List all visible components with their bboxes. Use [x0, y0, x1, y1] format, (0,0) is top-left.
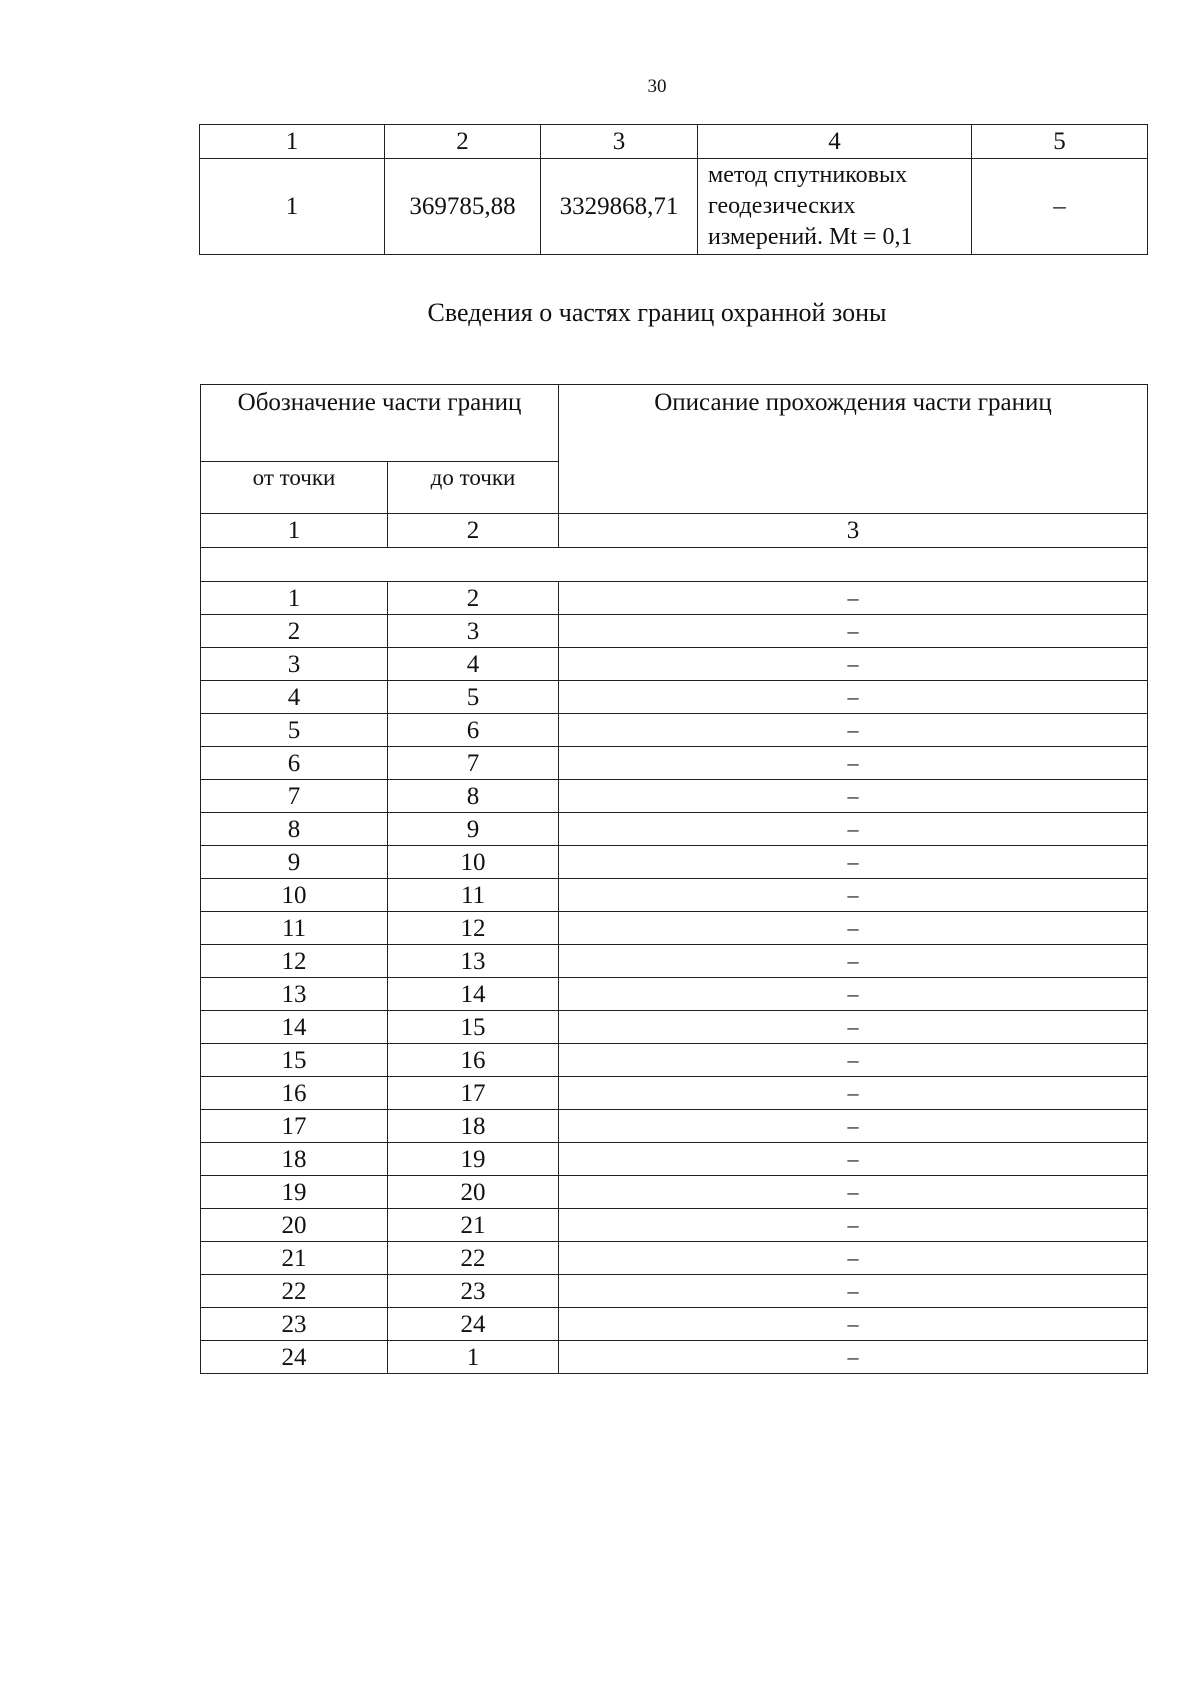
method-line: метод спутниковых	[708, 162, 908, 188]
section-title: Сведения о частях границ охранной зоны	[427, 298, 887, 327]
page-number: 30	[647, 76, 667, 97]
description-cell: –	[559, 1110, 1148, 1143]
to-point-cell: 5	[388, 681, 559, 714]
column-number-cell: 1	[201, 514, 388, 548]
table-row	[201, 1044, 1148, 1077]
description-cell: –	[559, 1209, 1148, 1242]
column-number-cell: 2	[385, 125, 541, 159]
from-point-cell: 4	[201, 681, 388, 714]
to-point-cell: 23	[388, 1275, 559, 1308]
from-point-cell: 18	[201, 1143, 388, 1176]
boundary-parts-table	[200, 384, 1148, 1374]
table-row	[201, 780, 1148, 813]
from-point-cell: 24	[201, 1341, 388, 1374]
from-point-cell: 20	[201, 1209, 388, 1242]
table-row	[201, 813, 1148, 846]
description-cell: –	[559, 1011, 1148, 1044]
table-row	[201, 1143, 1148, 1176]
from-point-cell: 21	[201, 1242, 388, 1275]
description-cell: –	[559, 615, 1148, 648]
table-row	[201, 747, 1148, 780]
method-line: измерений. Mt = 0,1	[708, 224, 913, 250]
description-cell: –	[559, 648, 1148, 681]
description-cell: –	[559, 1176, 1148, 1209]
from-point-cell: 8	[201, 813, 388, 846]
table-row	[201, 1308, 1148, 1341]
parts-column-numbers-row	[201, 514, 1148, 548]
parts-empty-row	[201, 548, 1148, 582]
description-cell: –	[559, 681, 1148, 714]
table-row	[201, 681, 1148, 714]
table-row	[201, 1209, 1148, 1242]
table-row	[201, 582, 1148, 615]
description-cell: –	[559, 1275, 1148, 1308]
y-coordinate-cell: 3329868,71	[541, 159, 698, 255]
from-point-cell: 14	[201, 1011, 388, 1044]
table-row	[201, 879, 1148, 912]
from-point-cell: 5	[201, 714, 388, 747]
table-row	[201, 978, 1148, 1011]
empty-cell	[201, 548, 1148, 582]
header-description: Описание прохождения части границ	[559, 385, 1148, 514]
from-point-cell: 11	[201, 912, 388, 945]
to-point-cell: 16	[388, 1044, 559, 1077]
to-point-cell: 22	[388, 1242, 559, 1275]
to-point-cell: 15	[388, 1011, 559, 1044]
from-point-cell: 12	[201, 945, 388, 978]
table-row	[201, 648, 1148, 681]
description-cell: –	[559, 1308, 1148, 1341]
from-point-cell: 3	[201, 648, 388, 681]
to-point-cell: 8	[388, 780, 559, 813]
from-point-cell: 13	[201, 978, 388, 1011]
from-point-cell: 17	[201, 1110, 388, 1143]
description-cell: –	[559, 879, 1148, 912]
table-row	[201, 846, 1148, 879]
to-point-cell: 4	[388, 648, 559, 681]
to-point-cell: 12	[388, 912, 559, 945]
from-point-cell: 9	[201, 846, 388, 879]
to-point-cell: 3	[388, 615, 559, 648]
from-point-cell: 10	[201, 879, 388, 912]
to-point-cell: 6	[388, 714, 559, 747]
from-point-cell: 2	[201, 615, 388, 648]
table-row	[201, 1077, 1148, 1110]
table-row	[201, 1011, 1148, 1044]
header-to-point: до точки	[388, 462, 559, 514]
description-cell: –	[559, 780, 1148, 813]
description-cell: –	[559, 945, 1148, 978]
column-number-cell: 4	[698, 125, 972, 159]
description-cell: –	[559, 747, 1148, 780]
description-cell: –	[559, 1341, 1148, 1374]
from-point-cell: 16	[201, 1077, 388, 1110]
to-point-cell: 24	[388, 1308, 559, 1341]
table-row	[201, 1275, 1148, 1308]
description-cell: –	[559, 978, 1148, 1011]
description-cell: –	[559, 912, 1148, 945]
to-point-cell: 20	[388, 1176, 559, 1209]
from-point-cell: 23	[201, 1308, 388, 1341]
to-point-cell: 18	[388, 1110, 559, 1143]
description-cell: –	[559, 714, 1148, 747]
header-from-point: от точки	[201, 462, 388, 514]
table-row	[201, 615, 1148, 648]
table-row	[201, 1341, 1148, 1374]
from-point-cell: 7	[201, 780, 388, 813]
description-cell: –	[559, 1044, 1148, 1077]
to-point-cell: 1	[388, 1341, 559, 1374]
description-cell: –	[559, 846, 1148, 879]
to-point-cell: 7	[388, 747, 559, 780]
table-row	[201, 945, 1148, 978]
description-cell: –	[559, 1242, 1148, 1275]
table-row	[201, 714, 1148, 747]
method-line: геодезических	[708, 193, 856, 219]
point-number-cell: 1	[200, 159, 385, 255]
to-point-cell: 9	[388, 813, 559, 846]
to-point-cell: 13	[388, 945, 559, 978]
parts-header-row-1	[201, 385, 1148, 462]
method-cell	[698, 159, 972, 255]
table-row	[201, 1110, 1148, 1143]
from-point-cell: 6	[201, 747, 388, 780]
column-number-cell: 3	[559, 514, 1148, 548]
description-cell: –	[559, 813, 1148, 846]
column-number-cell: 3	[541, 125, 698, 159]
coordinates-data-row	[200, 159, 1148, 255]
notes-cell: –	[972, 159, 1148, 255]
from-point-cell: 1	[201, 582, 388, 615]
coordinates-table	[199, 124, 1148, 255]
to-point-cell: 11	[388, 879, 559, 912]
from-point-cell: 22	[201, 1275, 388, 1308]
description-cell: –	[559, 1143, 1148, 1176]
coordinates-header-row	[200, 125, 1148, 159]
to-point-cell: 21	[388, 1209, 559, 1242]
to-point-cell: 17	[388, 1077, 559, 1110]
parts-table-body	[201, 582, 1148, 1374]
table-row	[201, 1176, 1148, 1209]
x-coordinate-cell: 369785,88	[385, 159, 541, 255]
description-cell: –	[559, 1077, 1148, 1110]
to-point-cell: 19	[388, 1143, 559, 1176]
description-cell: –	[559, 582, 1148, 615]
from-point-cell: 19	[201, 1176, 388, 1209]
column-number-cell: 5	[972, 125, 1148, 159]
from-point-cell: 15	[201, 1044, 388, 1077]
table-row	[201, 912, 1148, 945]
column-number-cell: 1	[200, 125, 385, 159]
to-point-cell: 10	[388, 846, 559, 879]
to-point-cell: 14	[388, 978, 559, 1011]
to-point-cell: 2	[388, 582, 559, 615]
table-row	[201, 1242, 1148, 1275]
header-part-designation: Обозначение части границ	[201, 385, 559, 462]
column-number-cell: 2	[388, 514, 559, 548]
